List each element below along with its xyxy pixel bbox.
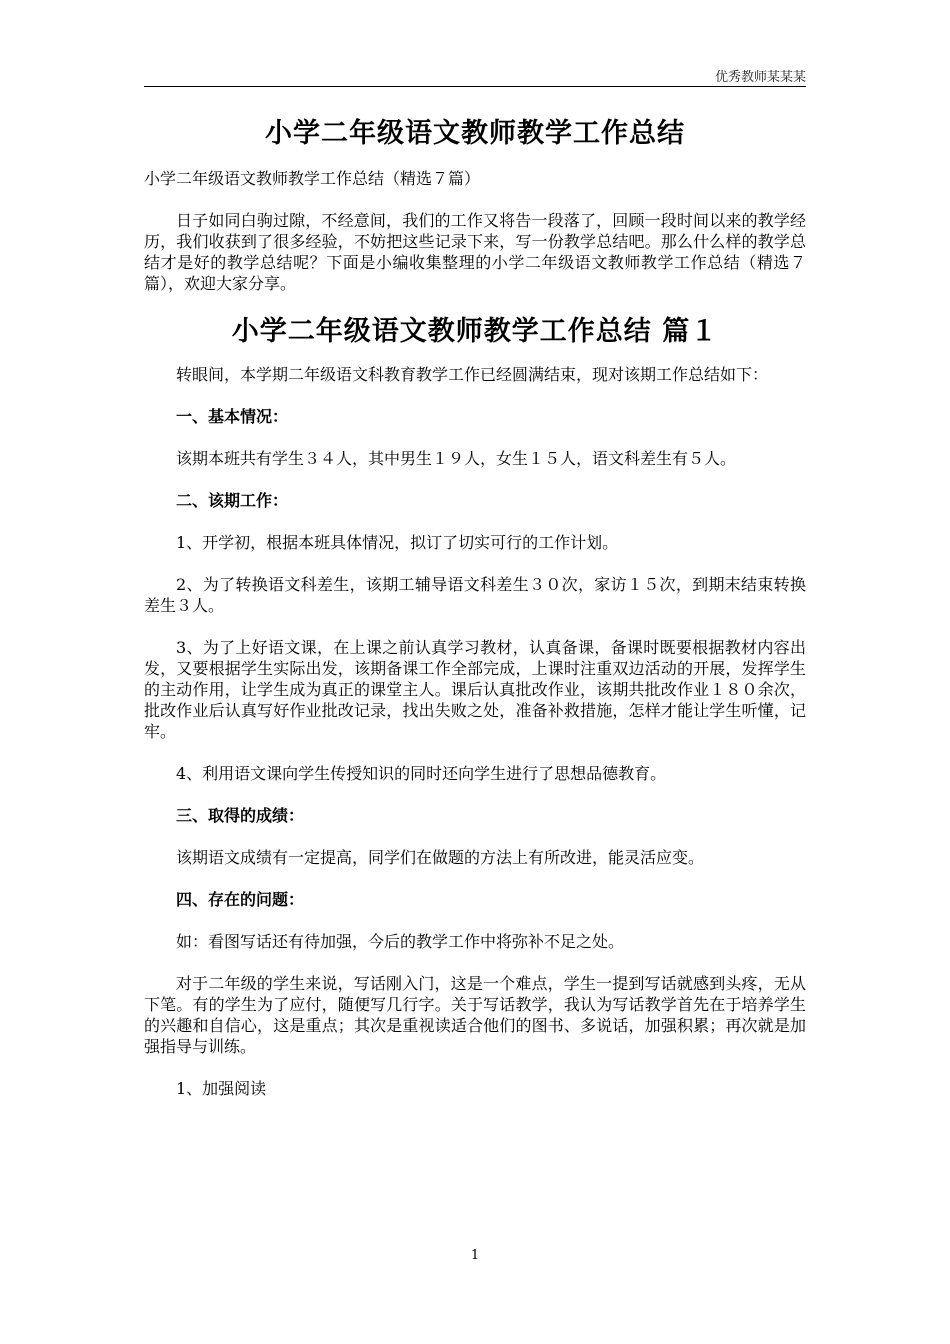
header-author: 优秀教师某某某 bbox=[714, 70, 806, 85]
work-item: 2、为了转换语文科差生，该期工辅导语文科差生３０次，家访１５次，到期末结束转换差生３人。 bbox=[144, 575, 806, 615]
writing-paragraph: 对于二年级的学生来说，写话刚入门，这是一个难点，学生一提到写话就感到头疼，无从下笔。有的学生为了应付，随便写几行字。关于写话教学，我认为写话教学首先在于培养学生的兴趣和自信心，这是重点；其次是重视读适合他们的图书、多说话，加强积累；再次就是加强指导与训练。 bbox=[144, 974, 806, 1056]
problems-heading: 四、存在的问题： bbox=[176, 890, 305, 909]
work-item: 4、利用语文课向学生传授知识的同时还向学生进行了思想品德教育。 bbox=[176, 764, 667, 783]
intro-paragraph: 日子如同白驹过隙，不经意间，我们的工作又将告一段落了，回顾一段时间以来的教学经历，我们收获到了很多经验，不妨把这些记录下来，写一份教学总结吧。那么什么样的教学总结才是好的教学总结呢？下面是小编收集整理的小学二年级语文教师教学工作总结（精选７篇），欢迎大家分享。 bbox=[144, 211, 806, 293]
document-body bbox=[144, 112, 806, 1099]
basic-heading: 一、基本情况： bbox=[176, 407, 289, 426]
results-heading: 三、取得的成绩： bbox=[176, 806, 305, 825]
section-opening: 转眼间，本学期二年级语文科教育教学工作已经圆满结束，现对该期工作总结如下： bbox=[176, 365, 769, 384]
reading-item: 1、加强阅读 bbox=[176, 1079, 267, 1098]
page-number: 1 bbox=[470, 1248, 480, 1263]
work-item: 3、为了上好语文课，在上课之前认真学习教材，认真备课，备课时既要根据教材内容出发，又要根据学生实际出发，该期备课工作全部完成，上课时注重双边活动的开展，发挥学生的主动作用，让学生成为真正的课堂主人。课后认真批改作业，该期共批改作业１８０余次，批改作业后认真写好作业批改记录，找出失败之处，准备补救措施，怎样才能让学生听懂，记牢。 bbox=[144, 638, 806, 741]
work-heading: 二、该期工作： bbox=[176, 491, 289, 510]
problems-text: 如：看图写话还有待加强，今后的教学工作中将弥补不足之处。 bbox=[176, 932, 625, 951]
results-text: 该期语文成绩有一定提高，同学们在做题的方法上有所改进，能灵活应变。 bbox=[176, 848, 705, 867]
header-divider bbox=[144, 86, 806, 87]
document-title: 小学二年级语文教师教学工作总结 bbox=[265, 118, 685, 149]
basic-text: 该期本班共有学生３４人，其中男生１９人，女生１５人，语文科差生有５人。 bbox=[176, 449, 737, 468]
work-item: 1、开学初，根据本班具体情况，拟订了切实可行的工作计划。 bbox=[176, 533, 619, 552]
document-subtitle: 小学二年级语文教师教学工作总结（精选７篇） bbox=[144, 169, 481, 188]
section-heading: 小学二年级语文教师教学工作总结 篇１ bbox=[231, 316, 719, 347]
